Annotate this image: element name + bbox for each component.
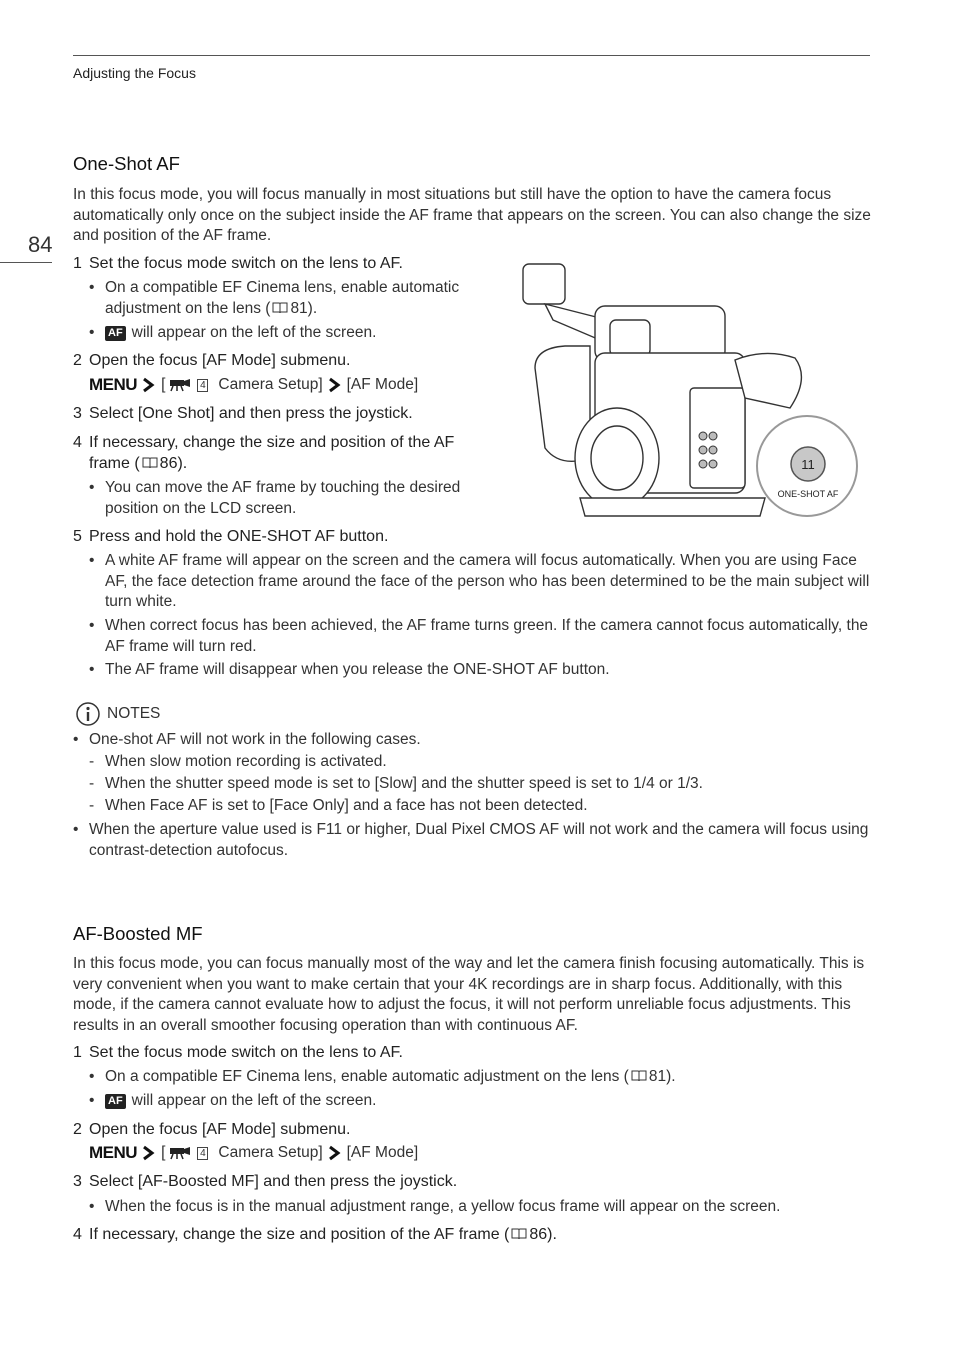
step-2: 2 Open the focus [AF Mode] submenu.	[73, 1121, 351, 1138]
info-icon	[74, 701, 102, 727]
step-1: 1 Set the focus mode switch on the lens to AF.	[73, 1044, 403, 1061]
section-intro: In this focus mode, you will focus manually in most situations but still have the option to have the camera focus automatically only once on the subject inside the AF frame that appears on the screen. You can also change the size and position of the AF frame.	[73, 186, 871, 244]
note-subitem: - When Face AF is set to [Face Only] and a face has not been detected.	[89, 796, 869, 817]
book-icon	[272, 302, 288, 314]
bullet: • On a compatible EF Cinema lens, enable automatic adjustment on the lens ( 81).	[89, 1067, 869, 1088]
running-head: Adjusting the Focus	[73, 65, 196, 81]
monitor	[610, 320, 650, 356]
af-icon: AF	[105, 326, 126, 341]
section-intro: In this focus mode, you can focus manually most of the way and let the camera finish focusing automatically. This is very convenient when you want to make certain that your 4K recordings are in sharp focus. Additionally, with this mode, if the camera cannot evaluate how to adjust the focus, it will not perform unreliable focus adjustments. This results in an overall smoother focusing operation than with continuous AF.	[73, 955, 865, 1034]
book-icon	[511, 1228, 527, 1240]
section-title-af-boosted-mf: AF-Boosted MF	[73, 923, 203, 944]
chevron-right-icon	[141, 1145, 157, 1161]
bullet: • A white AF frame will appear on the screen and the camera will focus automatically. When you are using Face AF, the face detection frame around the face of the person who has been determined to be the main subject will turn white.	[89, 551, 874, 613]
menu-label: MENU	[89, 1143, 138, 1162]
page-number-rule	[0, 262, 52, 263]
note-subitem: - When slow motion recording is activated.	[89, 752, 869, 773]
page-number: 84	[28, 232, 53, 257]
button-label: ONE-SHOT AF	[777, 489, 839, 499]
button-dot	[709, 432, 717, 440]
bullet: • AF will appear on the left of the screen.	[89, 323, 376, 344]
menu-path: MENU [ 4 Camera Setup] [AF Mode]	[89, 1143, 419, 1162]
note-item: • When the aperture value used is F11 or higher, Dual Pixel CMOS AF will not work and the camera will focus using contrast-detection autofocus.	[73, 820, 873, 861]
base	[580, 498, 765, 516]
chevron-right-icon	[327, 1145, 343, 1161]
button-number: 11	[801, 457, 815, 472]
bullet: • You can move the AF frame by touching the desired position on the LCD screen.	[89, 478, 460, 519]
movie-camera-icon	[169, 378, 191, 392]
bullet: • The AF frame will disappear when you release the ONE-SHOT AF button.	[89, 660, 874, 681]
chevron-right-icon	[141, 377, 157, 393]
step-3: 3 Select [AF-Boosted MF] and then press the joystick.	[73, 1173, 458, 1190]
bullet: • When correct focus has been achieved, the AF frame turns green. If the camera cannot focus automatically, the AF frame will turn red.	[89, 616, 874, 657]
lens-inner	[591, 426, 643, 490]
viewfinder-eyecup	[523, 264, 565, 304]
button-dot	[699, 446, 707, 454]
movie-camera-icon	[169, 1146, 191, 1160]
step-1: 1 Set the focus mode switch on the lens to AF.	[73, 255, 403, 272]
section-title-one-shot-af: One-Shot AF	[73, 153, 180, 174]
button-dot	[699, 460, 707, 468]
menu-path: MENU [ 4 Camera Setup] [AF Mode]	[89, 375, 419, 394]
book-icon	[631, 1070, 647, 1082]
camera-illustration	[505, 258, 860, 523]
step-4: 4 If necessary, change the size and position of the AF frame ( 86).	[73, 434, 455, 472]
header-rule	[73, 55, 870, 56]
book-icon	[142, 457, 158, 469]
chevron-right-icon	[327, 377, 343, 393]
note-subitem: - When the shutter speed mode is set to [Slow] and the shutter speed is set to 1/4 or 1/3.	[89, 774, 869, 795]
side-panel	[690, 388, 745, 488]
step-3: 3 Select [One Shot] and then press the joystick.	[73, 405, 413, 422]
bullet: • AF will appear on the left of the screen.	[89, 1091, 376, 1112]
button-dot	[709, 446, 717, 454]
note-item: • One-shot AF will not work in the following cases.	[73, 730, 873, 751]
bullet: • When the focus is in the manual adjustment range, a yellow focus frame will appear on the screen.	[89, 1197, 869, 1218]
step-2: 2 Open the focus [AF Mode] submenu.	[73, 352, 351, 369]
step-5: 5 Press and hold the ONE-SHOT AF button.	[73, 528, 389, 545]
button-dot	[699, 432, 707, 440]
step-4: 4 If necessary, change the size and position of the AF frame ( 86).	[73, 1226, 557, 1243]
button-dot	[709, 460, 717, 468]
bullet: • On a compatible EF Cinema lens, enable automatic adjustment on the lens ( 81).	[89, 278, 489, 319]
menu-label: MENU	[89, 375, 138, 394]
af-icon: AF	[105, 1094, 126, 1109]
notes-heading: NOTES	[107, 705, 161, 722]
